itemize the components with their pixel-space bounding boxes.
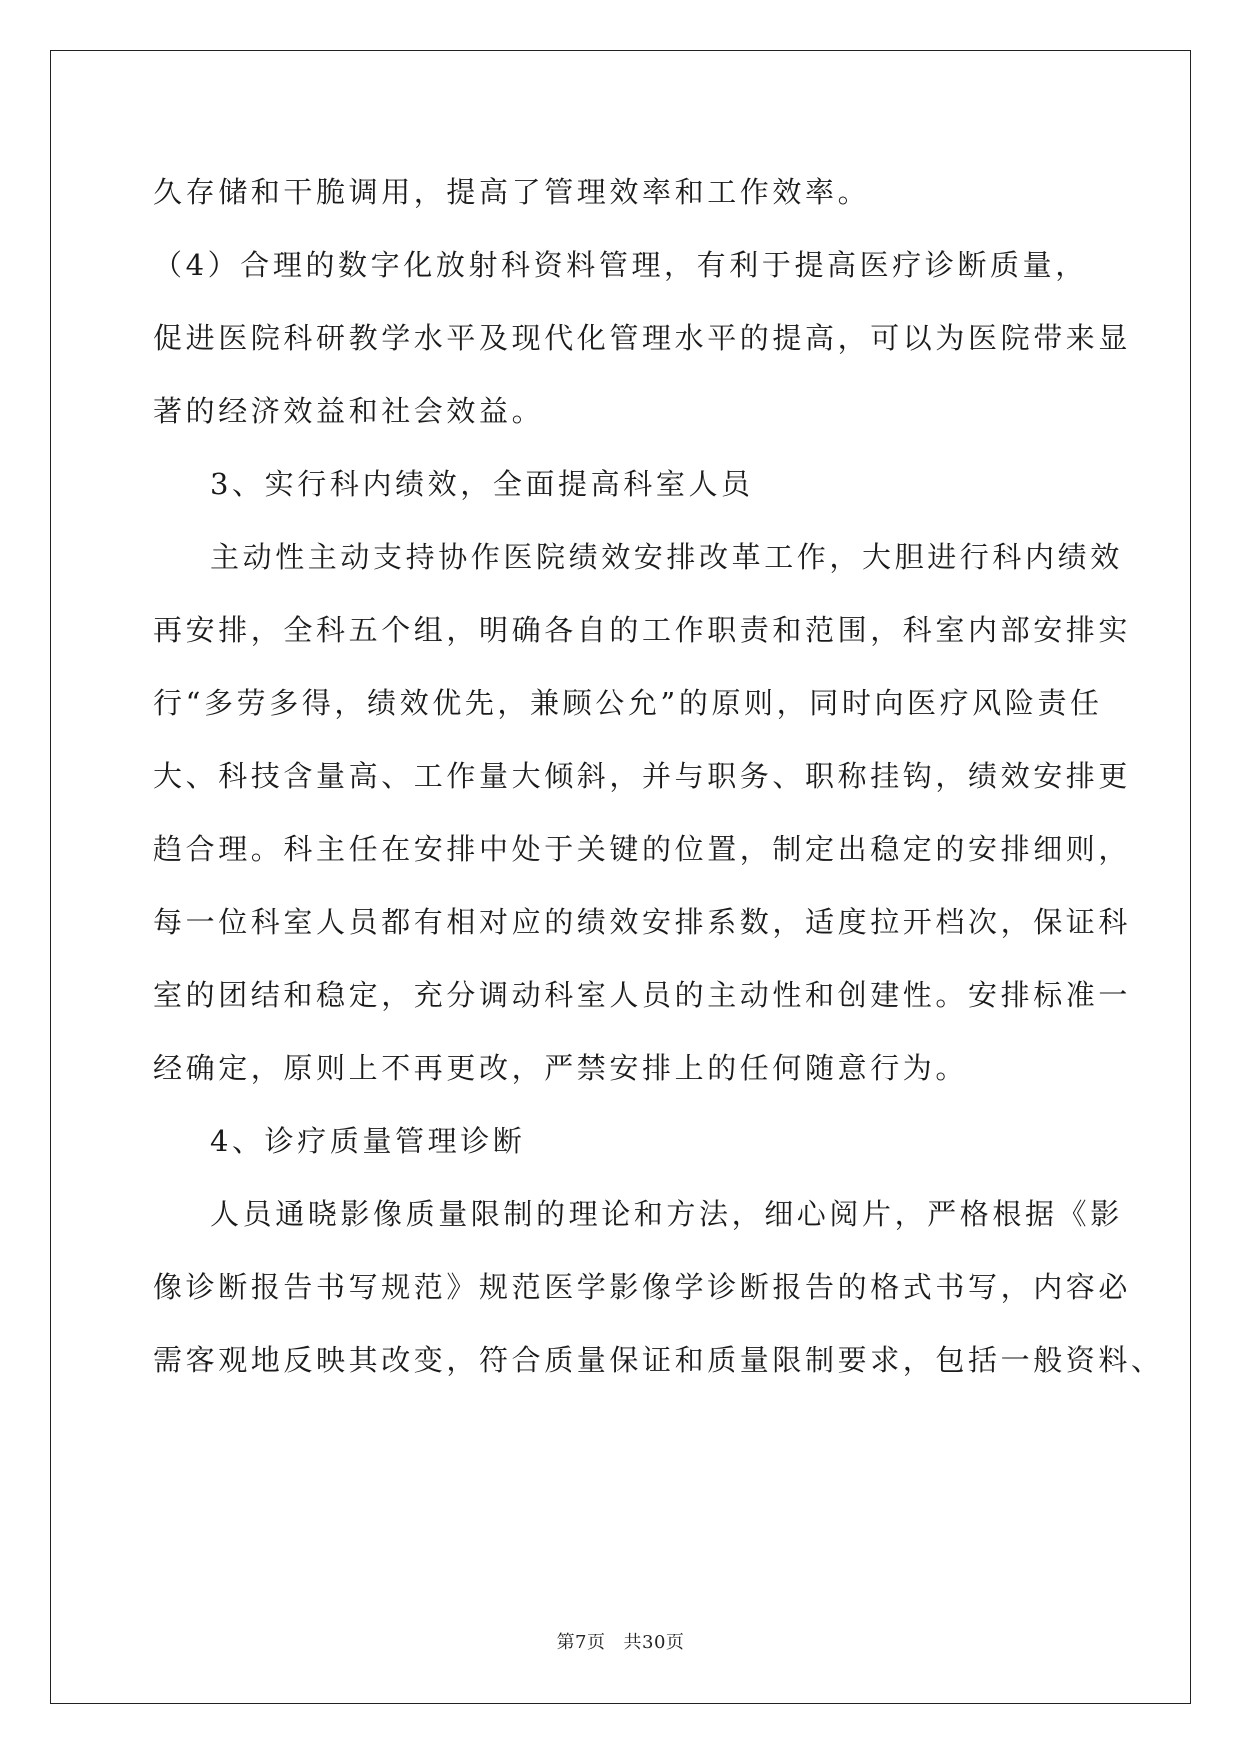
text-line: 室的团结和稳定，充分调动科室人员的主动性和创建性。安排标准一 bbox=[153, 978, 1132, 1012]
text-line: 促进医院科研教学水平及现代化管理水平的提高，可以为医院带来显 bbox=[153, 321, 1132, 355]
text-line: 久存储和干脆调用，提高了管理效率和工作效率。 bbox=[153, 175, 871, 209]
page-total: 共30页 bbox=[623, 1632, 685, 1653]
text-line: 大、科技含量高、工作量大倾斜，并与职务、职称挂钩，绩效安排更 bbox=[153, 759, 1132, 793]
text-line: 行“多劳多得，绩效优先，兼顾公允”的原则，同时向医疗风险责任 bbox=[153, 686, 1103, 720]
text-line: 需客观地反映其改变，符合质量保证和质量限制要求，包括一般资料、 bbox=[153, 1343, 1164, 1377]
section-heading: 4、诊疗质量管理诊断 bbox=[210, 1124, 526, 1158]
section-heading: 3、实行科内绩效，全面提高科室人员 bbox=[210, 467, 754, 501]
text-line: 再安排，全科五个组，明确各自的工作职责和范围，科室内部安排实 bbox=[153, 613, 1132, 647]
text-line: 经确定，原则上不再更改，严禁安排上的任何随意行为。 bbox=[153, 1051, 969, 1085]
text-line: 著的经济效益和社会效益。 bbox=[153, 394, 545, 428]
text-line: 趋合理。科主任在安排中处于关键的位置，制定出稳定的安排细则， bbox=[153, 832, 1132, 866]
text-line: 每一位科室人员都有相对应的绩效安排系数，适度拉开档次，保证科 bbox=[153, 905, 1132, 939]
text-line: （4）合理的数字化放射科资料管理，有利于提高医疗诊断质量， bbox=[153, 248, 1088, 282]
text-line: 主动性主动支持协作医院绩效安排改革工作，大胆进行科内绩效 bbox=[210, 540, 1123, 574]
text-line: 人员通晓影像质量限制的理论和方法，细心阅片，严格根据《影 bbox=[210, 1197, 1123, 1231]
page-number: 第7页 bbox=[556, 1632, 606, 1653]
page-border bbox=[50, 50, 1191, 1704]
page-footer bbox=[0, 1628, 1241, 1654]
text-line: 像诊断报告书写规范》规范医学影像学诊断报告的格式书写，内容必 bbox=[153, 1270, 1132, 1304]
